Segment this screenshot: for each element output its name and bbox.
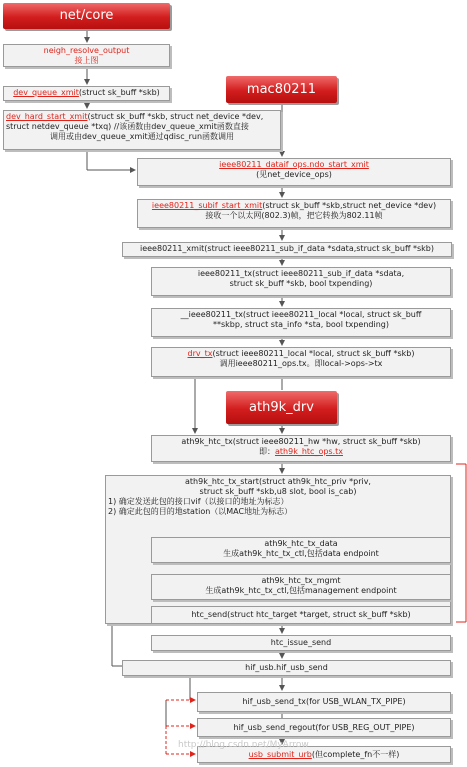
htc-tx-start-line2: struct sk_buff *skb,u8 slot, bool is_cab) — [199, 487, 357, 496]
ieee80211-tx-box — [151, 267, 451, 296]
hif-usb-send-label: hif_usb.hif_usb_send — [245, 663, 328, 672]
ath9k-htc-tx-line1: ath9k_htc_tx(struct ieee80211_hw *hw, struct sk_buff *skb) — [181, 437, 421, 446]
subif-start-xmit-fn: ieee80211_subif_start_xmit — [151, 201, 263, 210]
htc-tx-data-label: ath9k_htc_tx_data — [264, 539, 338, 548]
subif-start-xmit-args: (struct sk_buff *skb,struct net_device *dev) — [262, 201, 437, 210]
ath9k-htc-tx-data-box — [151, 537, 451, 563]
dataif-ops-fn: ieee80211_dataif_ops.ndo_start_xmit — [219, 160, 369, 169]
htc-tx-mgmt-note: 生成ath9k_htc_tx_ctl,包括management endpoint — [205, 586, 397, 595]
watermark: http://blog.csdn.net/MyArrow — [178, 740, 309, 750]
__ieee80211-tx-line2: **skbp, struct sta_info *sta, bool txpending) — [213, 320, 389, 329]
neigh-resolve-output-note: 接上图 — [74, 56, 99, 65]
ath9k-htc-tx-prefix: 即： — [259, 447, 275, 456]
ath9k-htc-tx-box — [151, 435, 451, 462]
usb-submit-urb-note: (但complete_fn不一样) — [311, 750, 400, 759]
htc-issue-send-label: htc_issue_send — [270, 638, 332, 647]
dev-queue-xmit-box — [3, 86, 170, 101]
hif-usb-send-tx-label: hif_usb_send_tx(for USB_WLAN_TX_PIPE) — [242, 697, 406, 706]
ieee80211-tx-line1: ieee80211_tx(struct ieee80211_sub_if_data *sdata, — [197, 269, 405, 278]
dev-hard-start-xmit-line2: struct netdev_queue *txq) //该函数由dev_queue_xmit函数直接 — [6, 122, 249, 131]
drv-tx-args: (struct ieee80211_local *local, struct sk_buff *skb) — [212, 349, 415, 358]
subif-start-xmit-note: 接收一个以太网(802.3)帧，把它转换为802.11帧 — [205, 211, 383, 220]
drv-tx-note: 调用ieee80211_ops.tx。即local->ops->tx — [219, 359, 383, 368]
hif-usb-send-regout-box — [197, 718, 451, 737]
ath9k-htc-tx-ops: ath9k_htc_ops.tx — [275, 447, 343, 456]
dev-hard-start-xmit-line3: 调用或由dev_queue_xmit通过qdisc_run函数调用 — [49, 132, 235, 141]
ieee80211-xmit-box — [122, 242, 452, 257]
htc-tx-start-line1: ath9k_htc_tx_start(struct ath9k_htc_priv *priv, — [185, 477, 371, 486]
drv-tx-fn: drv_tx — [187, 349, 213, 358]
dev-queue-xmit-args: (struct sk_buff *skb) — [78, 88, 160, 97]
dev-hard-start-xmit-box — [3, 110, 281, 150]
htc-tx-mgmt-label: ath9k_htc_tx_mgmt — [261, 576, 341, 585]
ieee80211-xmit-label: ieee80211_xmit(struct ieee80211_sub_if_data *sdata,struct sk_buff *skb) — [139, 244, 435, 253]
hif-usb-send-regout-label: hif_usb_send_regout(for USB_REG_OUT_PIPE) — [233, 723, 415, 732]
usb-submit-urb-fn: usb_submit_urb — [248, 750, 312, 759]
htc-send-box — [151, 606, 451, 624]
htc-issue-send-box — [151, 635, 451, 651]
subif-start-xmit-box — [137, 199, 451, 228]
__ieee80211-tx-box — [151, 308, 451, 337]
dataif-ops-note: (见net_device_ops) — [256, 170, 332, 179]
ieee80211-tx-line2: struct sk_buff *skb, bool txpending) — [229, 279, 373, 288]
dev-hard-start-xmit-args: (struct sk_buff *skb, struct net_device *dev, — [87, 112, 264, 121]
dev-hard-start-xmit-fn: dev_hard_start_xmit — [6, 112, 88, 121]
dataif-ops-box — [137, 158, 451, 186]
neigh-resolve-output-box — [3, 44, 170, 67]
htc-tx-start-step2: 2) 确定此包的目的地station（以MAC地址为标志） — [108, 507, 293, 516]
__ieee80211-tx-line1: __ieee80211_tx(struct ieee80211_local *local, struct sk_buff — [180, 310, 422, 319]
drv-tx-box — [151, 347, 451, 377]
dev-queue-xmit-fn: dev_queue_xmit — [13, 88, 79, 97]
header-netcore: net/core — [3, 3, 170, 29]
htc-send-label: htc_send(struct htc_target *target, struct sk_buff *skb) — [191, 610, 411, 619]
header-ath9k: ath9k_drv — [226, 391, 337, 424]
htc-tx-start-step1: 1) 确定发送此包的接口vif（以接口的地址为标志） — [108, 497, 289, 506]
hif-usb-send-box — [122, 660, 451, 676]
htc-tx-data-note: 生成ath9k_htc_tx_ctl,包括data endpoint — [223, 549, 379, 558]
header-mac80211: mac80211 — [226, 76, 337, 103]
neigh-resolve-output-label: neigh_resolve_output — [43, 46, 130, 55]
ath9k-htc-tx-mgmt-box — [151, 574, 451, 600]
hif-usb-send-tx-box — [197, 692, 451, 712]
